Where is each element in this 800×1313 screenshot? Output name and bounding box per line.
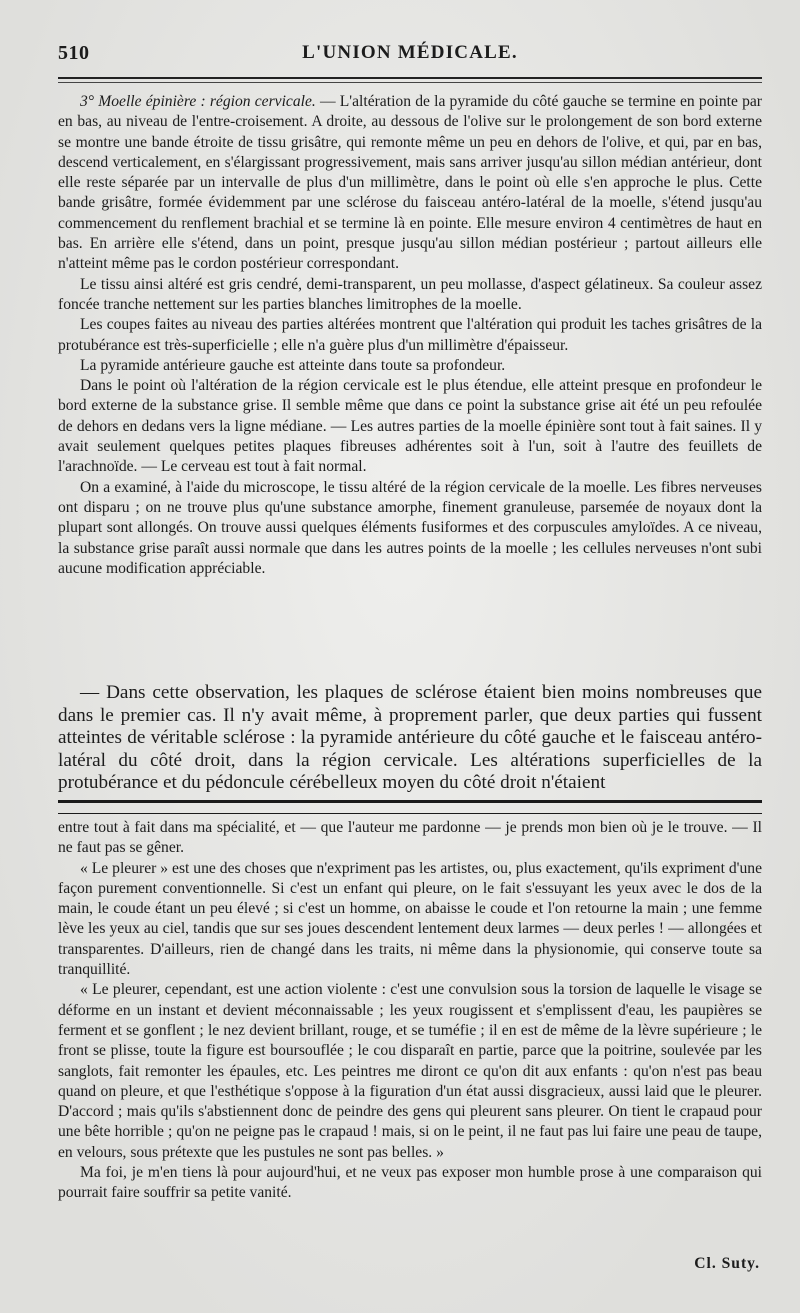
paragraph: « Le pleurer, cependant, est une action violente : c'est une convulsion sous la torsion de laquelle le visage se déforme en un instant et devient méconnaissable ; les yeux rougissent et s'emplissent d'eau, les paupières se ferment et se gonflent ; le nez devient brillant, rouge, et se tuméfie ; il en est de même de la lèvre supérieure ; le front se plisse, toute la figure est boursouflée ; le cou disparaît en partie, parce que la poitrine, soulevée par les sanglots, fait remonter les épaules, etc. Les peintres me diront ce qu'on dit aux enfants : qu'on n'est pas beau quand on pleure, et que l'esthétique s'oppose à la figuration d'un état aussi disgracieux, aussi laid que le pleurer. D'accord ; mais qu'ils s'abstiennent donc de peindre des gens qui pleurent sans pleurer. On tient le crapaud pour une bête horrible ; qu'on ne peigne pas le crapaud ! mais, si on le peint, il ne faut pas lui faire une peau de taupe, en velours, sous prétexte que les pustules ne sont pas belles. » <box>58 981 762 1161</box>
article-section-upper <box>58 92 762 579</box>
article-section-commentary <box>58 682 762 795</box>
subsection-heading: 3° Moelle épinière : région cervicale. <box>80 93 316 110</box>
journal-title: L'UNION MÉDICALE. <box>302 42 518 63</box>
paragraph: On a examiné, à l'aide du microscope, le tissu altéré de la région cervicale de la moelle. Les fibres nerveuses ont disparu ; on ne trouve plus qu'une substance amorphe, finement granuleuse, parsemée de noyaux dont la plupart sont allongés. On trouve aussi quelques éléments fusiformes et des corpuscules amyloïdes. A ce niveau, la substance grise paraît aussi normale que dans les autres points de la moelle ; les cellules nerveuses n'ont subi aucune modification appréciable. <box>58 478 762 577</box>
feuilleton-section <box>58 818 762 1204</box>
paragraph: « Le pleurer » est une des choses que n'expriment pas les artistes, ou, plus exactement, qu'ils expriment d'une façon purement conventionnelle. Si c'est un enfant qui pleure, on le fait s'essuyant les yeux avec le dos de la main, le coude étant un peu élevé ; si c'est un homme, on abaisse le coude et l'on retourne la main ; une femme lève les yeux au ciel, tandis que sur ses joues descendent lentement deux larmes — deux perles ! — allongées et transparentes. D'ailleurs, rien de changé dans les traits, ni même dans la physionomie, qui conserve toute sa tranquillité. <box>58 859 762 979</box>
paragraph: — Dans cette observation, les plaques de sclérose étaient bien moins nombreuses que dans le premier cas. Il n'y avait même, à proprement parler, que deux parties qui fussent atteintes de véritable sclérose : la pyramide antérieure du côté gauche et le faisceau antéro-latéral du côté droit, dans la région cervicale. Les altérations superficielles de la protubérance et du pédoncule cérébelleux moyen du côté droit n'étaient <box>58 682 762 794</box>
paragraph: Dans le point où l'altération de la région cervicale est le plus étendue, elle atteint presque en profondeur le bord externe de la substance grise. Il semble même que dans ce point la substance grise ait été un peu refoulée de dehors en dedans vers la ligne médiane. — Les autres parties de la moelle épinière sont tout à fait saines. Il y avait seulement quelques petites plaques fibreuses adhérentes soit à l'un, soit à l'autre des feuillets de l'arachnoïde. — Le cerveau est tout à fait normal. <box>58 377 762 476</box>
paragraph <box>58 92 762 275</box>
paragraph: Le tissu ainsi altéré est gris cendré, demi-transparent, un peu mollasse, d'aspect gélatineux. Sa couleur assez foncée tranche nettement sur les parties blanches limitrophes de la moelle. <box>58 275 762 313</box>
feuilleton-divider <box>58 800 762 814</box>
page-number: 510 <box>58 42 90 64</box>
paragraph: entre tout à fait dans ma spécialité, et — que l'auteur me pardonne — je prends mon bien où je le trouve. — Il ne faut pas se gêner. <box>58 819 762 857</box>
author-signature: Cl. Suty. <box>694 1255 760 1272</box>
paragraph: La pyramide antérieure gauche est atteinte dans toute sa profondeur. <box>80 356 506 374</box>
header-rule-thin <box>58 82 762 83</box>
paragraph: Ma foi, je m'en tiens là pour aujourd'hui, et ne veux pas exposer mon humble prose à une comparaison qui pourrait faire souffrir sa petite vanité. <box>58 1164 762 1202</box>
paragraph-text: — L'altération de la pyramide du côté gauche se termine en pointe par en bas, au niveau de l'entre-croisement. A droite, au dessous de l'olive sur le prolongement de son bord externe se montre une bande étroite de tissu grisâtre, qui remonte même un peu en dehors de l'olive, et qui, par en bas, descend verticalement, en s'élargissant progressivement, mais sans arriver jusqu'au sillon médian antérieur, dont elle reste séparée par un intervalle de plus d'un millimètre, dans le point où elle s'en approche le plus. Cette bande grisâtre, formée évidemment par une sclérose du faisceau antéro-latéral de la moelle, s'étend jusqu'au commencement du renflement brachial et se termine là en pointe. Elle mesure environ 4 centimètres de haut en bas. En arrière elle s'étend, dans un point, presque jusqu'au sillon médian postérieur ; partout ailleurs elle n'atteint même pas le cordon postérieur correspondant. <box>58 93 762 273</box>
header-rule <box>58 77 762 79</box>
paragraph: Les coupes faites au niveau des parties altérées montrent que l'altération qui produit les taches grisâtres de la protubérance est très-superficielle ; elle n'a guère plus d'un millimètre d'épaisseur. <box>58 316 762 354</box>
page-header <box>58 0 762 70</box>
